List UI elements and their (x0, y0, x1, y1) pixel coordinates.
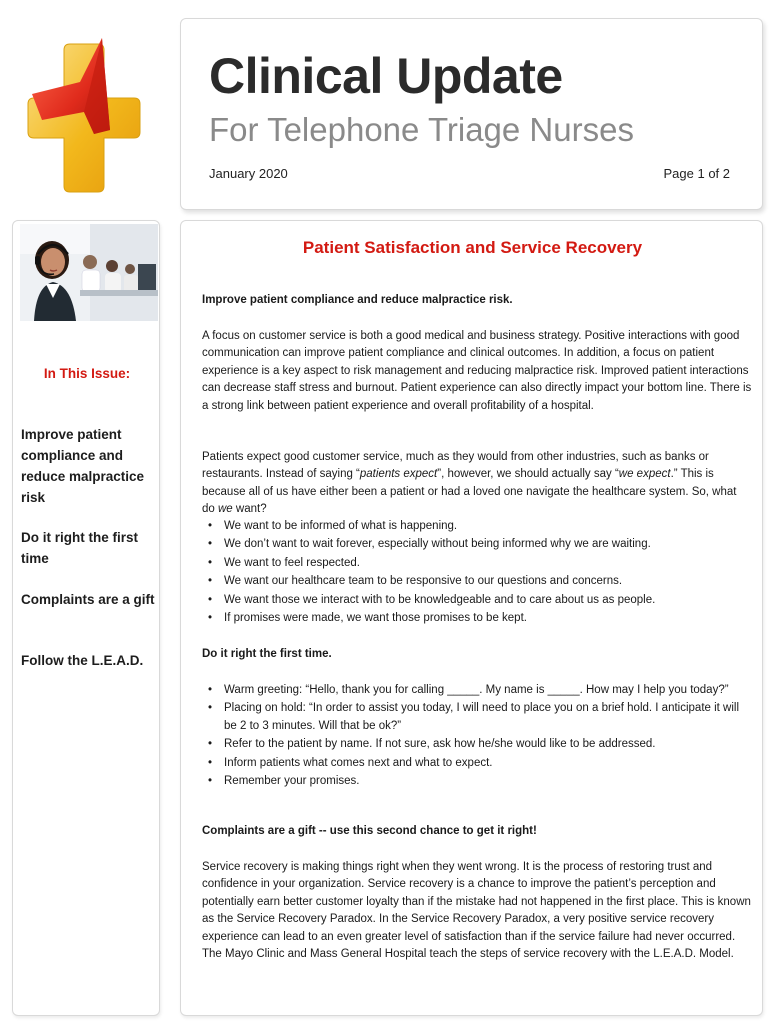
italic-text: we (218, 503, 233, 516)
list-item: • We want our healthcare team to be responsive to our questions and concerns. (202, 573, 752, 590)
newsletter-header (180, 18, 763, 210)
issue-item-follow-lead: Follow the L.E.A.D. (21, 653, 144, 668)
cross-logo-icon (20, 36, 144, 200)
page-title: Clinical Update (209, 48, 563, 104)
page-subtitle: For Telephone Triage Nurses (209, 111, 634, 148)
article-title: Patient Satisfaction and Service Recovery (302, 238, 643, 257)
list-item: • Inform patients what comes next and what to expect. (202, 755, 752, 772)
sidebar (12, 220, 160, 1016)
article-panel (180, 220, 763, 1016)
text-span: want? (232, 503, 267, 516)
section-heading-compliance: Improve patient compliance and reduce malpractice risk. (202, 294, 513, 306)
expectations-list (202, 518, 752, 628)
paragraph-patient-expectations (202, 449, 752, 519)
text-span: .” This is because all of us have either been a patient or had a loved one navigate the healthcare system. So, what do (202, 468, 737, 516)
phone-practices-list (202, 682, 752, 791)
issue-item-right-first-time: Do it right the first time (21, 530, 138, 566)
list-item: • We want to feel respected. (202, 555, 752, 572)
page-number: Page 1 of 2 (663, 166, 730, 181)
list-item: • We want those we interact with to be knowledgeable and to care about us as people. (202, 592, 752, 609)
paragraph-customer-service: A focus on customer service is both a good medical and business strategy. Positive interactions with good communication can improve patient compliance and clinical outcomes. In addition, a focus on patient experience is a key aspect to risk management and reducing malpractice risk. Improved patient interactions can decrease staff stress and burnout. Patient experience can also directly impact your bottom line. There is a strong link between patient experience and overall profitability of a hospital. (202, 330, 752, 412)
list-item: • If promises were made, we want those promises to be kept. (202, 610, 752, 627)
list-item: • Remember your promises. (202, 773, 752, 790)
italic-text: patients expect (359, 468, 438, 481)
nurse-headset-photo (20, 224, 158, 321)
section-heading-complaints: Complaints are a gift -- use this second chance to get it right! (202, 825, 537, 837)
text-span: ”, however, we should actually say “ (437, 468, 619, 481)
list-item: • Warm greeting: “Hello, thank you for calling _____. My name is _____. How may I help you today?” (202, 682, 752, 699)
text-span: Patients expect good customer service, much as they would from other industries, such as banks or restaurants. Instead of saying “ (202, 451, 709, 481)
list-item: • We want to be informed of what is happening. (202, 518, 752, 535)
issue-date: January 2020 (209, 166, 288, 181)
list-item: • Refer to the patient by name. If not sure, ask how he/she would like to be addressed. (202, 736, 752, 753)
issue-item-complaints-gift: Complaints are a gift (21, 592, 155, 607)
list-item: • Placing on hold: “In order to assist you today, I will need to place you on a brief hold. I anticipate it will be 2 to 3 minutes. Will that be ok?” (202, 700, 752, 735)
italic-text: we expect (618, 468, 671, 481)
section-heading-right-first-time: Do it right the first time. (202, 648, 332, 660)
in-this-issue-label: In This Issue: (43, 366, 131, 381)
issue-item-compliance: Improve patient compliance and reduce malpractice risk (21, 427, 145, 505)
list-item: • We don’t want to wait forever, especially without being informed why we are waiting. (202, 536, 752, 553)
paragraph-service-recovery: Service recovery is making things right when they went wrong. It is the process of restoring trust and confidence in your organization. Service recovery is a chance to improve the patient’s perception and potentially earn better customer loyalty than if the mistake had not happened in the first place. This is known as the Service Recovery Paradox. In the Service Recovery Paradox, a very positive service recovery experience can lead to an even greater level of satisfaction than if the service failure had never occurred. The Mayo Clinic and Mass General Hospital teach the steps of service recovery with the L.E.A.D. Model. (202, 861, 751, 961)
